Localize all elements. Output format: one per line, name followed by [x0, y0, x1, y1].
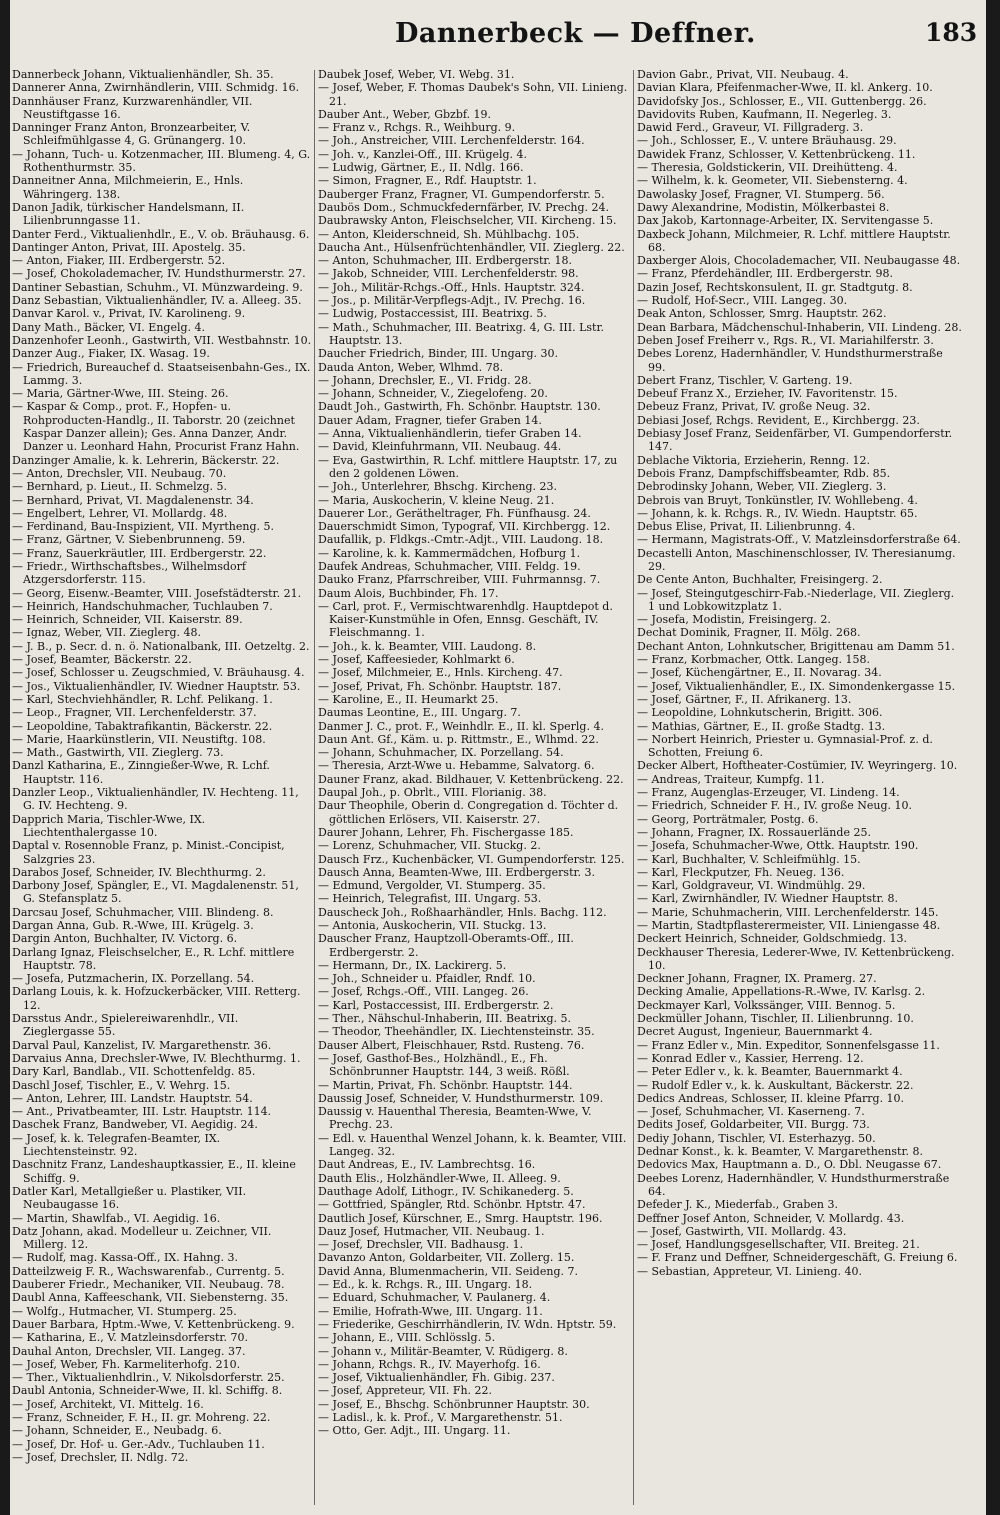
directory-entry: Dary Karl, Bandlab., VII. Schottenfeldg. 85.	[12, 1065, 256, 1079]
directory-entry: — Heinrich, Schneider, VII. Kaiserstr. 89.	[12, 613, 243, 627]
directory-entry: Danvar Karol. v., Privat, IV. Karolineng. 9.	[12, 307, 246, 321]
directory-entry: Debrodinsky Johann, Weber, VII. Zieglerg. 3.	[637, 480, 887, 494]
directory-entry: Darbony Josef, Spängler, E., VI. Magdalenenstr. 51, G. Stefansplatz 5.	[12, 879, 299, 906]
directory-entry: Dedovics Max, Hauptmann a. D., O. Dbl. Neugasse 67.	[637, 1158, 942, 1172]
directory-entry: — Josef, Kaffeesieder, Kohlmarkt 6.	[318, 653, 515, 667]
directory-entry: — Martin, Privat, Fh. Schönbr. Hauptstr. 144.	[318, 1078, 573, 1092]
directory-entry: Daubek Josef, Weber, VI. Webg. 31.	[318, 68, 515, 81]
directory-entry: — Josef, Schlosser u. Zeugschmied, V. Bräuhausg. 4.	[12, 666, 305, 680]
directory-entry: Daschek Franz, Bandweber, VI. Aegidig. 24.	[12, 1118, 258, 1132]
directory-entry: — Carl, prot. F., Vermischtwarenhdlg. Hauptdepot d. Kaiser-Kunstmühle in Ofen, Ennsg. Geschäft, IV. Fleischmanng. 1.	[318, 599, 613, 640]
directory-entry: — Franz, Korbmacher, Ottk. Langeg. 158.	[637, 653, 870, 667]
directory-entry: Dax Jakob, Kartonnage-Arbeiter, IX. Servitengasse 5.	[637, 214, 934, 228]
directory-entry: — Josef, E., Bhschg. Schönbrunner Hauptstr. 30.	[318, 1397, 590, 1411]
directory-entry: — Marie, Haarkünstlerin, VII. Neustiftg. 108.	[12, 732, 266, 746]
directory-entry: Daubl Antonia, Schneider-Wwe, II. kl. Schiffg. 8.	[12, 1384, 283, 1398]
directory-entry: — Joh., Schlosser, E., V. untere Bräuhausg. 29.	[637, 134, 897, 148]
directory-entry: Daussig v. Hauenthal Theresia, Beamten-Wwe, V. Prechg. 23.	[318, 1105, 592, 1132]
directory-entry: Debiasy Josef Franz, Seidenfärber, VI. Gumpendorferstr. 147.	[637, 427, 953, 454]
directory-entry: — Georg, Porträtmaler, Postg. 6.	[637, 812, 819, 826]
directory-entry: — Joh., Schneider u. Pfaidler, Rndf. 10.	[318, 972, 536, 986]
directory-entry: Darcsau Josef, Schuhmacher, VIII. Blindeng. 8.	[12, 905, 274, 919]
directory-entry: — Josef, Beamter, Bäckerstr. 22.	[12, 653, 192, 667]
directory-entry: — Josefa, Schuhmacher-Wwe, Ottk. Hauptstr. 190.	[637, 839, 919, 853]
directory-entry: — Josef, Architekt, VI. Mittelg. 16.	[12, 1397, 204, 1411]
directory-entry: — Norbert Heinrich, Priester u. Gymnasial-Prof. z. d. Schotten, Freiung 6.	[637, 732, 933, 760]
directory-entry: Dargan Anna, Gub. R.-Wwe, III. Krügelg. 3.	[12, 919, 254, 932]
directory-entry: — Theresia, Goldstickerin, VII. Dreihütteng. 4.	[637, 161, 898, 175]
directory-entry: — Konrad Edler v., Kassier, Herreng. 12.	[637, 1051, 864, 1065]
directory-entry: — Josef, Dr. Hof- u. Ger.-Adv., Tuchlauben 11.	[12, 1437, 265, 1451]
directory-entry: — Sebastian, Appreteur, VI. Linieng. 40.	[637, 1264, 863, 1278]
directory-column-3	[637, 68, 962, 1508]
directory-entry: Danneitner Anna, Milchmeierin, E., Hnls. Währingerg. 138.	[12, 174, 244, 201]
directory-entry: — Rudolf, Hof-Secr., VIII. Langeg. 30.	[637, 294, 848, 308]
directory-entry: Darlang Ignaz, Fleischselcher, E., R. Lchf. mittlere Hauptstr. 78.	[12, 945, 295, 972]
directory-entry: De Cente Anton, Buchhalter, Freisingerg. 2.	[637, 573, 883, 587]
directory-entry: Daubrawsky Anton, Fleischselcher, VII. Kircheng. 15.	[318, 214, 617, 228]
directory-entry: — Johann, Fragner, IX. Rossauerlände 25.	[637, 825, 871, 839]
directory-entry: — Friedr., Wirthschaftsbes., Wilhelmsdorf Atzgersdorferstr. 115.	[12, 559, 246, 587]
directory-entry: — Anton, Lehrer, III. Landstr. Hauptstr. 54.	[12, 1091, 253, 1105]
directory-entry: — Leopoldine, Tabaktrafikantin, Bäckerstr. 22.	[12, 719, 273, 733]
directory-entry: Dany Math., Bäcker, VI. Engelg. 4.	[12, 320, 206, 334]
directory-entry: Dean Barbara, Mädchenschul-Inhaberin, VII. Lindeng. 28.	[637, 320, 962, 334]
directory-entry: Daubl Anna, Kaffeeschank, VII. Siebensterng. 35.	[12, 1291, 289, 1305]
directory-entry: Daubös Dom., Schmuckfedernfärber, IV. Prechg. 24.	[318, 200, 610, 214]
directory-entry: — Josefa, Putzmacherin, IX. Porzellang. 54.	[12, 972, 255, 986]
directory-entry: — Anton, Drechsler, VII. Neubaug. 70.	[12, 466, 227, 480]
directory-entry: — Friederike, Geschirrhändlerin, IV. Wdn. Hptstr. 59.	[318, 1317, 617, 1331]
directory-entry: Daschl Josef, Tischler, E., V. Wehrg. 15.	[12, 1078, 231, 1092]
directory-entry: — Friedrich, Schneider F. H., IV. große Neug. 10.	[637, 799, 913, 813]
directory-entry: Deckhauser Theresia, Lederer-Wwe, IV. Kettenbrückeng. 10.	[637, 945, 955, 972]
directory-entry: — Ferdinand, Bau-Inspizient, VII. Myrtheng. 5.	[12, 520, 275, 534]
directory-entry: Dauer Adam, Fragner, tiefer Graben 14.	[318, 413, 542, 427]
directory-entry: Darsstus Andr., Spielereiwarenhdlr., VII. Zieglergasse 55.	[12, 1012, 239, 1039]
directory-entry: — Hermann, Magistrats-Off., V. Matzleinsdorferstraße 64.	[637, 533, 961, 547]
scan-border-right	[986, 0, 1000, 1515]
directory-entry: Daur Theophile, Oberin d. Congregation d. Töchter d. göttlichen Erlösers, VII. Kaiserstr. 27.	[318, 799, 619, 826]
directory-entry: Dauscheck Joh., Roßhaarhändler, Hnls. Bachg. 112.	[318, 905, 607, 919]
directory-entry: Davion Gabr., Privat, VII. Neubaug. 4.	[637, 68, 849, 81]
directory-entry: — Otto, Ger. Adjt., III. Ungarg. 11.	[318, 1424, 511, 1438]
directory-entry: Danzer Aug., Fiaker, IX. Wasag. 19.	[12, 347, 210, 361]
directory-entry: — Ant., Privatbeamter, III. Lstr. Hauptstr. 114.	[12, 1105, 272, 1119]
directory-entry: — Josef, Steingutgeschirr-Fab.-Niederlage, VII. Zieglerg. 1 und Lobkowitzplatz 1.	[637, 586, 955, 613]
directory-entry: — Josef, Handlungsgesellschafter, VII. Breiteg. 21.	[637, 1238, 920, 1252]
directory-entry: Dautlich Josef, Kürschner, E., Smrg. Hauptstr. 196.	[318, 1211, 603, 1225]
directory-entry: — Josef, Gasthof-Bes., Holzhändl., E., Fh. Schönbrunner Hauptstr. 144, 3 weiß. Rößl.	[318, 1051, 570, 1079]
directory-entry: Darval Paul, Kanzelist, IV. Margarethenstr. 36.	[12, 1038, 272, 1052]
directory-entry: Debes Lorenz, Hadernhändler, V. Hundsthurmerstraße 99.	[637, 347, 943, 374]
directory-entry: Debois Franz, Dampfschiffsbeamter, Rdb. 85.	[637, 466, 891, 480]
directory-entry: — Mathias, Gärtner, E., II. große Stadtg. 13.	[637, 719, 886, 733]
directory-entry: Dawidek Franz, Schlosser, V. Kettenbrückeng. 11.	[637, 147, 916, 161]
directory-entry: Deebes Lorenz, Hadernhändler, V. Hundsthurmerstraße 64.	[637, 1171, 950, 1198]
directory-entry: — Franz, Pferdehändler, III. Erdbergerstr. 98.	[637, 267, 894, 281]
directory-entry: Dausch Anna, Beamten-Wwe, III. Erdbergerstr. 3.	[318, 865, 596, 879]
directory-entry: — Joh., Militär-Rchgs.-Off., Hnls. Hauptstr. 324.	[318, 280, 585, 294]
directory-entry: Dauberger Franz, Fragner, VI. Gumpendorferstr. 5.	[318, 187, 605, 201]
directory-entry: Deckner Johann, Fragner, IX. Pramerg. 27.	[637, 972, 877, 986]
directory-entry: — Karl, Fleckputzer, Fh. Neueg. 136.	[637, 865, 845, 879]
directory-entry: — Josef, Milchmeier, E., Hnls. Kircheng. 47.	[318, 666, 563, 680]
directory-entry: — Math., Gastwirth, VII. Zieglerg. 73.	[12, 746, 224, 760]
directory-entry: — Josef, Appreteur, VII. Fh. 22.	[318, 1384, 493, 1398]
directory-entry: — Jos., p. Militär-Verpflegs-Adjt., IV. Prechg. 16.	[318, 294, 586, 308]
directory-entry: — Kaspar & Comp., prot. F., Hopfen- u. Rohproducten-Handlg., II. Taborstr. 20 (zeichnet Kaspar Danzer allein); Ges. Anna Danzer, Andr. Danzer u. Leonhard Hahn, Procurist Franz Hahn.	[12, 400, 300, 454]
directory-entry: Debeuz Franz, Privat, IV. große Neug. 32.	[637, 400, 871, 414]
directory-entry: — Franz, Sauerkräutler, III. Erdbergerstr. 22.	[12, 546, 267, 560]
directory-entry: Danmer J. C., prot. F., Weinhdlr. E., II. kl. Sperlg. 4.	[318, 719, 604, 733]
directory-entry: — Edl. v. Hauenthal Wenzel Johann, k. k. Beamter, VIII. Langeg. 32.	[318, 1131, 627, 1159]
directory-entry: Dauhal Anton, Drechsler, VII. Langeg. 37.	[12, 1344, 246, 1358]
directory-entry: Darlang Louis, k. k. Hofzuckerbäcker, VIII. Retterg. 12.	[12, 985, 301, 1012]
directory-entry: — Johann v., Militär-Beamter, V. Rüdigerg. 8.	[318, 1344, 568, 1358]
directory-entry: — Johann, Schneider, E., Neubadg. 6.	[12, 1424, 222, 1438]
directory-entry: — Josef, Weber, Fh. Karmeliterhofg. 210.	[12, 1357, 241, 1371]
directory-entry: Danzler Leop., Viktualienhändler, IV. Hechteng. 11, G. IV. Hechteng. 9.	[12, 786, 299, 813]
directory-entry: Debert Franz, Tischler, V. Garteng. 19.	[637, 373, 853, 387]
directory-entry: Dantinger Anton, Privat, III. Apostelg. 35.	[12, 240, 246, 254]
directory-entry: — Josef, Küchengärtner, E., II. Novarag. 34.	[637, 666, 882, 680]
directory-entry: — Johann, k. k. Rchgs. R., IV. Wiedn. Hauptstr. 65.	[637, 506, 918, 520]
directory-entry: Dauner Franz, akad. Bildhauer, V. Kettenbrückeng. 22.	[318, 772, 624, 786]
directory-entry: — Karl, Stechviehhändler, R. Lchf. Pelikang. 1.	[12, 692, 273, 706]
directory-entry: — Leop., Fragner, VII. Lerchenfelderstr. 37.	[12, 706, 257, 720]
directory-entry: Deckmayer Karl, Volkssänger, VIII. Bennog. 5.	[637, 998, 896, 1012]
directory-entry: Daxberger Alois, Chocolademacher, VII. Neubaugasse 48.	[637, 254, 961, 268]
directory-entry: Daut Andreas, E., IV. Lambrechtsg. 16.	[318, 1158, 536, 1172]
directory-entry: — Josef, Drechsler, VII. Badhausg. 1.	[318, 1238, 524, 1252]
directory-entry: — Josef, Privat, Fh. Schönbr. Hauptstr. 187.	[318, 679, 562, 693]
directory-entry: — Andreas, Traiteur, Kumpfg. 11.	[637, 772, 825, 786]
directory-entry: — Johann, Drechsler, E., VI. Fridg. 28.	[318, 373, 532, 387]
page-header	[0, 14, 1000, 64]
directory-entry: Dauerer Lor., Gerätheltrager, Fh. Fünfhausg. 24.	[318, 506, 591, 520]
directory-entry: Danzl Katharina, E., Zinngießer-Wwe, R. Lchf. Hauptstr. 116.	[12, 759, 270, 786]
directory-entry: Debrois van Bruyt, Tonkünstler, IV. Wohllebeng. 4.	[637, 493, 918, 507]
directory-entry: — Josef, Viktualienhändler, Fh. Gibig. 237.	[318, 1371, 555, 1385]
directory-entry: Dedics Andreas, Schlosser, II. kleine Pfarrg. 10.	[637, 1091, 905, 1105]
directory-entry: Dauber Ant., Weber, Gbzbf. 19.	[318, 107, 492, 121]
directory-entry: — Ludwig, Gärtner, E., II. Ndlg. 166.	[318, 161, 524, 175]
directory-entry: Dauer Barbara, Hptm.-Wwe, V. Kettenbrückeng. 9.	[12, 1317, 295, 1331]
directory-entry: Decastelli Anton, Maschinenschlosser, IV. Theresianumg. 29.	[637, 546, 956, 573]
directory-entry: — Johann, Schneider, V., Ziegelofeng. 20.	[318, 387, 548, 401]
directory-entry: — Josef, Drechsler, II. Ndlg. 72.	[12, 1450, 189, 1464]
page-number: 183	[925, 18, 978, 47]
directory-entry: — Johann, Rchgs. R., IV. Mayerhofg. 16.	[318, 1357, 541, 1371]
column-divider	[633, 70, 634, 1505]
directory-entry: — Peter Edler v., k. k. Beamter, Bauernmarkt 4.	[637, 1065, 903, 1079]
directory-entry: Daufek Andreas, Schuhmacher, VIII. Feldg. 19.	[318, 559, 581, 573]
directory-entry: Dauerschmidt Simon, Typograf, VII. Kirchbergg. 12.	[318, 520, 611, 534]
directory-entry: Daudt Joh., Gastwirth, Fh. Schönbr. Hauptstr. 130.	[318, 400, 601, 414]
directory-entry: — Bernhard, Privat, VI. Magdalenenstr. 34.	[12, 493, 254, 507]
directory-entry: — Johann, Tuch- u. Kotzenmacher, III. Blumeng. 4, G. Rothenthurmstr. 35.	[12, 147, 311, 175]
directory-entry: — Ther., Nähschul-Inhaberin, III. Beatrixg. 5.	[318, 1012, 572, 1026]
directory-entry: Dannerbeck Johann, Viktualienhändler, Sh. 35.	[12, 68, 274, 81]
directory-entry: — Franz, Schneider, F. H., II. gr. Mohreng. 22.	[12, 1410, 271, 1424]
directory-entry: Dawolasky Josef, Fragner, VI. Stumperg. 56.	[637, 187, 885, 201]
directory-entry: Daucha Ant., Hülsenfrüchtenhändler, VII. Zieglerg. 22.	[318, 240, 625, 254]
directory-entry: — Theresia, Arzt-Wwe u. Hebamme, Salvatorg. 6.	[318, 759, 595, 773]
directory-entry: Datz Johann, akad. Modelleur u. Zeichner, VII. Millerg. 12.	[12, 1224, 272, 1252]
directory-column-1	[12, 68, 312, 1508]
scan-border-left	[0, 0, 10, 1515]
directory-entry: — Joh. v., Kanzlei-Off., III. Krügelg. 4.	[318, 147, 528, 161]
directory-entry: — Ed., k. k. Rchgs. R., III. Ungarg. 18.	[318, 1278, 533, 1292]
directory-entry: — Anton, Schuhmacher, III. Erdbergerstr. 18.	[318, 254, 572, 268]
directory-entry: Dawid Ferd., Graveur, VI. Fillgraderg. 3.	[637, 121, 864, 135]
directory-entry: — Joh., Anstreicher, VIII. Lerchenfelderstr. 164.	[318, 134, 585, 148]
directory-entry: — Josef, Gastwirth, VII. Mollardg. 43.	[637, 1224, 847, 1238]
directory-entry: — Engelbert, Lehrer, VI. Mollardg. 48.	[12, 506, 228, 520]
directory-entry: — Karl, Goldgraveur, VI. Windmühlg. 29.	[637, 879, 866, 893]
directory-entry: — Johann, E., VIII. Schlösslg. 5.	[318, 1331, 496, 1345]
directory-entry: Daum Alois, Buchbinder, Fh. 17.	[318, 586, 499, 600]
directory-entry: — Franz Edler v., Min. Expeditor, Sonnenfelsgasse 11.	[637, 1038, 940, 1052]
directory-entry: Deffner Josef Anton, Schneider, V. Mollardg. 43.	[637, 1211, 905, 1225]
directory-entry: — Franz, Augenglas-Erzeuger, VI. Lindeng. 14.	[637, 786, 900, 800]
directory-entry: Deblache Viktoria, Erzieherin, Renng. 12.	[637, 453, 871, 467]
directory-entry: Danter Ferd., Viktualienhdlr., E., V. ob. Bräuhausg. 6.	[12, 227, 310, 241]
directory-entry: — Anna, Viktualienhändlerin, tiefer Graben 14.	[318, 427, 582, 441]
directory-entry: — Gottfried, Spängler, Rtd. Schönbr. Hptstr. 47.	[318, 1198, 586, 1212]
directory-entry: Davidovits Ruben, Kaufmann, II. Negerleg. 3.	[637, 107, 892, 121]
directory-entry: — Hermann, Dr., IX. Lackirerg. 5.	[318, 958, 507, 972]
directory-entry: — Rudolf Edler v., k. k. Auskultant, Bäckerstr. 22.	[637, 1078, 914, 1092]
directory-entry: Dargin Anton, Buchhalter, IV. Victorg. 6.	[12, 932, 238, 946]
directory-entry: — David, Kleinfuhrmann, VII. Neubaug. 44.	[318, 440, 562, 454]
directory-entry: Debeuf Franz X., Erzieher, IV. Favoritenstr. 15.	[637, 387, 898, 401]
directory-entry: Daun Ant. Gf., Käm. u. p. Rittmstr., E., Wlhmd. 22.	[318, 732, 599, 746]
directory-entry: — Antonia, Auskocherin, VII. Stuckg. 13.	[318, 919, 547, 932]
directory-entry: Daumas Leontine, E., III. Ungarg. 7.	[318, 706, 521, 720]
directory-entry: — Joh., k. k. Beamter, VIII. Laudong. 8.	[318, 639, 537, 653]
directory-entry: — Ladisl., k. k. Prof., V. Margarethenstr. 51.	[318, 1410, 563, 1424]
directory-column-2	[318, 68, 630, 1508]
directory-entry: — Karoline, E., II. Heumarkt 25.	[318, 692, 499, 706]
directory-entry: — Josef, Rchgs.-Off., VIII. Langeg. 26.	[318, 985, 529, 999]
directory-entry: Daufallik, p. Fldkgs.-Cmtr.-Adjt., VIII. Laudong. 18.	[318, 533, 604, 547]
directory-entry: Deben Josef Freiherr v., Rgs. R., VI. Mariahilferstr. 3.	[637, 333, 934, 347]
directory-entry: — Anton, Kleiderschneid, Sh. Mühlbachg. 105.	[318, 227, 580, 241]
directory-entry: Decking Amalie, Appellations-R.-Wwe, IV. Karlsg. 2.	[637, 985, 926, 999]
directory-entry: Davian Klara, Pfeifenmacher-Wwe, II. kl. Ankerg. 10.	[637, 81, 933, 95]
directory-entry: — Karl, Postaccessist, III. Erdbergerstr. 2.	[318, 998, 554, 1012]
directory-entry: Danninger Franz Anton, Bronzearbeiter, V. Schleifmühlgasse 4, G. Grünangerg. 10.	[12, 121, 251, 148]
directory-entry: David Anna, Blumenmacherin, VII. Seideng. 7.	[318, 1264, 578, 1278]
directory-entry: — Karoline, k. k. Kammermädchen, Hofburg 1.	[318, 546, 581, 560]
directory-entry: — Leopoldine, Lohnkutscherin, Brigitt. 306.	[637, 706, 883, 720]
directory-entry: — Joh., Unterlehrer, Bhschg. Kircheng. 23.	[318, 480, 558, 494]
directory-entry: Daurer Johann, Lehrer, Fh. Fischergasse 185.	[318, 825, 574, 839]
directory-entry: — Maria, Auskocherin, V. kleine Neug. 21.	[318, 493, 555, 507]
directory-entry: — Maria, Gärtner-Wwe, III. Steing. 26.	[12, 387, 229, 401]
directory-entry: — Math., Schuhmacher, III. Beatrixg. 4, G. III. Lstr. Hauptstr. 13.	[318, 320, 604, 347]
directory-entry: Danzinger Amalie, k. k. Lehrerin, Bäckerstr. 22.	[12, 453, 280, 467]
directory-entry: — Emilie, Hofrath-Wwe, III. Ungarg. 11.	[318, 1304, 543, 1318]
column-divider	[314, 70, 315, 1505]
directory-entry: — Ignaz, Weber, VII. Zieglerg. 48.	[12, 626, 201, 640]
directory-entry: — Bernhard, p. Lieut., II. Schmelzg. 5.	[12, 480, 227, 494]
directory-entry: — Josef, Gärtner, F., II. Afrikanerg. 13.	[637, 692, 852, 706]
directory-entry: — Josef, Viktualienhändler, E., IX. Simondenkergasse 15.	[637, 679, 956, 693]
directory-entry: — Lorenz, Schuhmacher, VII. Stuckg. 2.	[318, 839, 541, 853]
directory-entry: — Jos., Viktualienhändler, IV. Wiedner Hauptstr. 53.	[12, 679, 301, 693]
directory-entry: — Marie, Schuhmacherin, VIII. Lerchenfelderstr. 145.	[637, 905, 939, 919]
directory-entry: — Georg, Eisenw.-Beamter, VIII. Josefstädterstr. 21.	[12, 586, 302, 600]
directory-entry: — Josef, Schuhmacher, VI. Kaserneng. 7.	[637, 1105, 865, 1119]
directory-entry: Dedits Josef, Goldarbeiter, VII. Burgg. 73.	[637, 1118, 870, 1132]
directory-entry: Davidofsky Jos., Schlosser, E., VII. Guttenbergg. 26.	[637, 94, 927, 108]
directory-entry: — Simon, Fragner, E., Rdf. Hauptstr. 1.	[318, 174, 537, 188]
directory-entry: Darvaius Anna, Drechsler-Wwe, IV. Blechthurmg. 1.	[12, 1051, 301, 1065]
directory-entry: Dausch Frz., Kuchenbäcker, VI. Gumpendorferstr. 125.	[318, 852, 625, 866]
directory-entry: Dediy Johann, Tischler, VI. Esterhazyg. 50.	[637, 1131, 876, 1145]
directory-entry: — Wilhelm, k. k. Geometer, VII. Siebensterng. 4.	[637, 174, 908, 188]
directory-entry: — Martin, Stadtpflasterermeister, VII. Liniengasse 48.	[637, 919, 941, 932]
directory-entry: — Heinrich, Handschuhmacher, Tuchlauben 7.	[12, 599, 273, 613]
directory-entry: — Ther., Viktualienhdlrin., V. Nikolsdorferstr. 25.	[12, 1371, 285, 1385]
directory-entry: Deak Anton, Schlosser, Smrg. Hauptstr. 262.	[637, 307, 887, 321]
directory-entry: — Franz v., Rchgs. R., Weihburg. 9.	[318, 121, 516, 135]
directory-entry: Deckmüller Johann, Tischler, II. Lilienbrunng. 10.	[637, 1012, 914, 1026]
directory-entry: — Josef, Chokolademacher, IV. Hundsthurmerstr. 27.	[12, 267, 306, 281]
directory-entry: — Josef, Weber, F. Thomas Daubek's Sohn, VII. Linieng. 21.	[318, 81, 628, 108]
directory-entry: Defeder J. K., Miederfab., Graben 3.	[637, 1198, 838, 1212]
directory-entry: Dauda Anton, Weber, Wlhmd. 78.	[318, 360, 504, 374]
directory-entry: — Friedrich, Bureauchef d. Staatseisenbahn-Ges., IX. Lammg. 3.	[12, 360, 311, 387]
directory-entry: Dechat Dominik, Fragner, II. Mölg. 268.	[637, 626, 861, 640]
directory-entry: Dawy Alexandrine, Modistin, Mölkerbastei 8.	[637, 200, 890, 214]
directory-entry: Daptal v. Rosennoble Franz, p. Minist.-Concipist, Salzgries 23.	[12, 839, 285, 866]
directory-entry: — Wolfg., Hutmacher, VI. Stumperg. 25.	[12, 1304, 237, 1318]
directory-entry: — Ludwig, Postaccessist, III. Beatrixg. 5.	[318, 307, 547, 321]
directory-entry: — Josefa, Modistin, Freisingerg. 2.	[637, 613, 831, 627]
directory-entry: — Johann, Schuhmacher, IX. Porzellang. 54.	[318, 746, 564, 760]
directory-entry: Daussig Josef, Schneider, V. Hundsthurmerstr. 109.	[318, 1091, 604, 1105]
directory-entry: Daucher Friedrich, Binder, III. Ungarg. 30.	[318, 347, 558, 361]
directory-entry: — J. B., p. Secr. d. n. ö. Nationalbank, III. Oetzeltg. 2.	[12, 639, 310, 653]
directory-entry: — Rudolf, mag. Kassa-Off., IX. Hahng. 3.	[12, 1251, 239, 1265]
directory-entry: — Jakob, Schneider, VIII. Lerchenfelderstr. 98.	[318, 267, 579, 281]
directory-entry: — Franz, Gärtner, V. Siebenbrunneng. 59.	[12, 533, 246, 547]
directory-entry: Dechant Anton, Lohnkutscher, Brigittenau am Damm 51.	[637, 639, 955, 653]
directory-entry: — Karl, Buchhalter, V. Schleifmühlg. 15.	[637, 852, 861, 866]
directory-entry: Dantiner Sebastian, Schuhm., VI. Münzwardeing. 9.	[12, 280, 303, 294]
directory-entry: Daschnitz Franz, Landeshauptkassier, E., II. kleine Schiffg. 9.	[12, 1158, 296, 1185]
directory-entry: — Heinrich, Telegrafist, III. Ungarg. 53.	[318, 892, 542, 906]
directory-entry: Dauth Elis., Holzhändler-Wwe, II. Alleeg. 9.	[318, 1171, 561, 1185]
directory-entry: — Josef, k. k. Telegrafen-Beamter, IX. Liechtensteinstr. 92.	[12, 1131, 221, 1159]
directory-entry: Daxbeck Johann, Milchmeier, R. Lchf. mittlere Hauptstr. 68.	[637, 227, 951, 254]
directory-entry: Dauberer Friedr., Mechaniker, VII. Neubaug. 78.	[12, 1278, 285, 1292]
directory-entry: Dannerer Anna, Zwirnhändlerin, VIII. Schmidg. 16.	[12, 81, 300, 95]
directory-entry: Dannhäuser Franz, Kurzwarenhändler, VII. Neustiftgasse 16.	[12, 94, 253, 121]
directory-entry: Dauthage Adolf, Lithogr., IV. Schikanederg. 5.	[318, 1184, 574, 1198]
directory-entry: Datteilzweig F. R., Wachswarenfab., Currentg. 5.	[12, 1264, 285, 1278]
directory-entry: Debiasi Josef, Rchgs. Revident, E., Kirchbergg. 23.	[637, 413, 920, 427]
directory-entry: — Theodor, Theehändler, IX. Liechtensteinstr. 35.	[318, 1025, 595, 1039]
directory-entry: Dauser Albert, Fleischhauer, Rstd. Rusteng. 76.	[318, 1038, 585, 1052]
directory-entry: Danzenhofer Leonh., Gastwirth, VII. Westbahnstr. 10.	[12, 333, 312, 347]
directory-entry: — Martin, Shawlfab., VI. Aegidig. 16.	[12, 1211, 221, 1225]
directory-entry: — Eduard, Schuhmacher, V. Paulanerg. 4.	[318, 1291, 551, 1305]
directory-entry: Dauscher Franz, Hauptzoll-Oberamts-Off., III. Erdbergerstr. 2.	[318, 932, 574, 959]
directory-entry: Dapprich Maria, Tischler-Wwe, IX. Liechtenthalergasse 10.	[12, 812, 206, 839]
directory-entry: Daupal Joh., p. Obrlt., VIII. Florianig. 38.	[318, 786, 547, 800]
directory-entry: Darabos Josef, Schneider, IV. Blechthurmg. 2.	[12, 865, 266, 879]
directory-entry: — Karl, Zwirnhändler, IV. Wiedner Hauptstr. 8.	[637, 892, 898, 906]
directory-entry: — Katharina, E., V. Matzleinsdorferstr. 70.	[12, 1331, 248, 1345]
directory-entry: Decker Albert, Hoftheater-Costümier, IV. Weyringerg. 10.	[637, 759, 958, 773]
directory-entry: Dauz Josef, Hutmacher, VII. Neubaug. 1.	[318, 1224, 545, 1238]
directory-entry: Dazin Josef, Rechtskonsulent, II. gr. Stadtgutg. 8.	[637, 280, 913, 294]
running-title: Dannerbeck — Deffner.	[395, 18, 756, 49]
directory-entry: Debus Elise, Privat, II. Lilienbrunng. 4.	[637, 520, 856, 534]
directory-entry: — Eva, Gastwirthin, R. Lchf. mittlere Hauptstr. 17, zu den 2 goldenen Löwen.	[318, 453, 618, 480]
directory-entry: — Edmund, Vergolder, VI. Stumperg. 35.	[318, 879, 546, 893]
directory-entry: Datler Karl, Metallgießer u. Plastiker, VII. Neubaugasse 16.	[12, 1184, 247, 1212]
directory-entry: Davanzo Anton, Goldarbeiter, VII. Zollerg. 15.	[318, 1251, 575, 1265]
directory-entry: Decret August, Ingenieur, Bauernmarkt 4.	[637, 1025, 873, 1039]
directory-entry: Danon Jadik, türkischer Handelsmann, II. Lilienbrunngasse 11.	[12, 200, 245, 228]
directory-entry: — F. Franz und Deffner, Schneidergeschäft, G. Freiung 6.	[637, 1251, 958, 1265]
directory-entry: Danz Sebastian, Viktualienhändler, IV. a. Alleeg. 35.	[12, 294, 302, 308]
directory-entry: Dauko Franz, Pfarrschreiber, VIII. Fuhrmannsg. 7.	[318, 573, 601, 587]
directory-entry: Deckert Heinrich, Schneider, Goldschmiedg. 13.	[637, 932, 907, 946]
directory-entry: Dednar Konst., k. k. Beamter, V. Margarethenstr. 8.	[637, 1145, 923, 1159]
directory-entry: — Anton, Fiaker, III. Erdbergerstr. 52.	[12, 254, 226, 268]
